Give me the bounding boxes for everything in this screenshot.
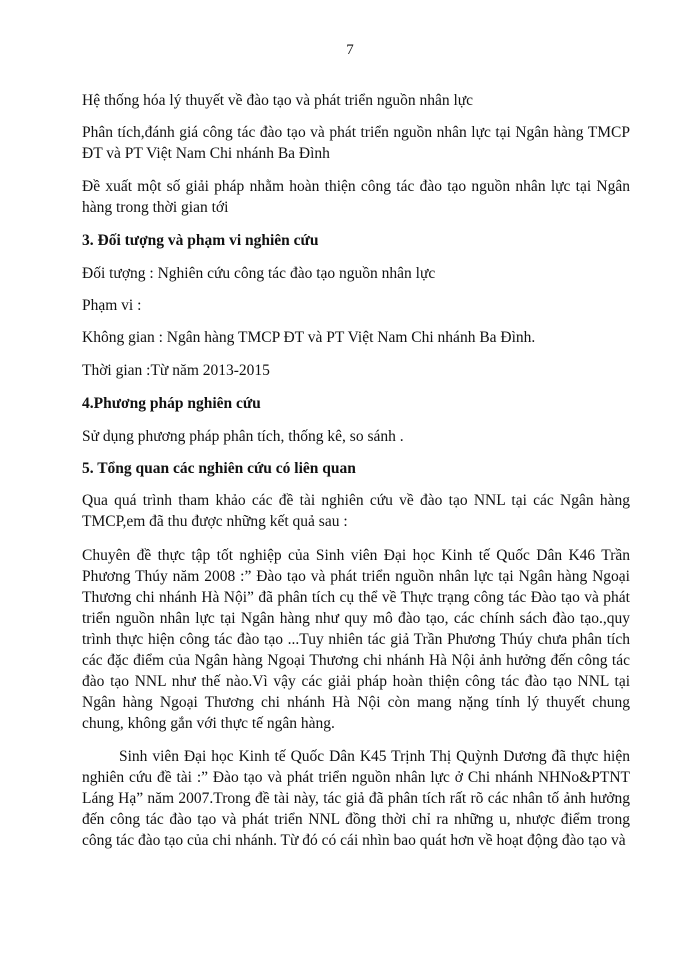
research-subject: Đối tượng : Nghiên cứu công tác đào tạo nguồn nhân lực [82, 265, 436, 282]
section-3-heading: 3. Đối tượng và phạm vi nghiên cứu [82, 232, 319, 249]
section-5-heading: 5. Tổng quan các nghiên cứu có liên quan [82, 460, 356, 477]
objective-1: Hệ thống hóa lý thuyết về đào tạo và phát triển nguồn nhân lực [82, 92, 474, 109]
research-method: Sử dụng phương pháp phân tích, thống kê, so sánh . [82, 428, 404, 445]
research-scope: Phạm vi : [82, 297, 142, 314]
objective-2: Phân tích,đánh giá công tác đào tạo và phát triển nguồn nhân lực tại Ngân hàng TMCP ĐT và PT Việt Nam Chi nhánh Ba Đình [82, 124, 630, 162]
literature-intro: Qua quá trình tham khảo các đề tài nghiên cứu về đào tạo NNL tại các Ngân hàng TMCP,em đã thu được những kết quả sau : [82, 492, 630, 530]
literature-study-2: Sinh viên Đại học Kinh tế Quốc Dân K45 Trịnh Thị Quỳnh Dương đã thực hiện nghiên cứu đề tài :” Đào tạo và phát triển nguồn nhân lực ở Chi nhánh NHNo&PTNT Láng Hạ” năm 2007.Trong đề tài này, tác giả đã phân tích rất rõ các nhân tố ảnh hưởng đến công tác đào tạo và phát triển NNL đồng thời chỉ ra những u, nhược điểm trong công tác đào tạo của chi nhánh. Từ đó có cái nhìn bao quát hơn về hoạt động đào tạo và [82, 748, 630, 849]
section-4-heading: 4.Phương pháp nghiên cứu [82, 395, 261, 412]
objective-3: Đề xuất một số giải pháp nhằm hoàn thiện công tác đào tạo nguồn nhân lực tại Ngân hàng trong thời gian tới [82, 178, 630, 216]
page-number: 7 [346, 42, 354, 58]
research-space: Không gian : Ngân hàng TMCP ĐT và PT Việt Nam Chi nhánh Ba Đình. [82, 329, 536, 346]
literature-study-1: Chuyên đề thực tập tốt nghiệp của Sinh viên Đại học Kinh tế Quốc Dân K46 Trần Phương Thúy năm 2008 :” Đào tạo và phát triển nguồn nhân lực tại Ngân hàng Ngoại Thương chi nhánh Hà Nội” đã phân tích cụ thể về Thực trạng công tác Đào tạo và phát triển nguồn nhân lực tại Ngân hàng như quy mô đào tạo, các chính sách đào tạo.,quy trình thực hiện công tác đào tạo ...Tuy nhiên tác giả Trần Phương Thúy chưa phân tích các đặc điểm của Ngân hàng Ngoại Thương chi nhánh Hà Nội ảnh hưởng đến công tác đào tạo NNL như thế nào.Vì vậy các giải pháp hoàn thiện công tác đào tạo NNL tại Ngân hàng Ngoại Thương chi nhánh Hà Nội còn mang nặng tính lý thuyết chung chung, không gắn với thực tế ngân hàng. [82, 547, 630, 732]
research-time: Thời gian :Từ năm 2013-2015 [82, 362, 270, 379]
